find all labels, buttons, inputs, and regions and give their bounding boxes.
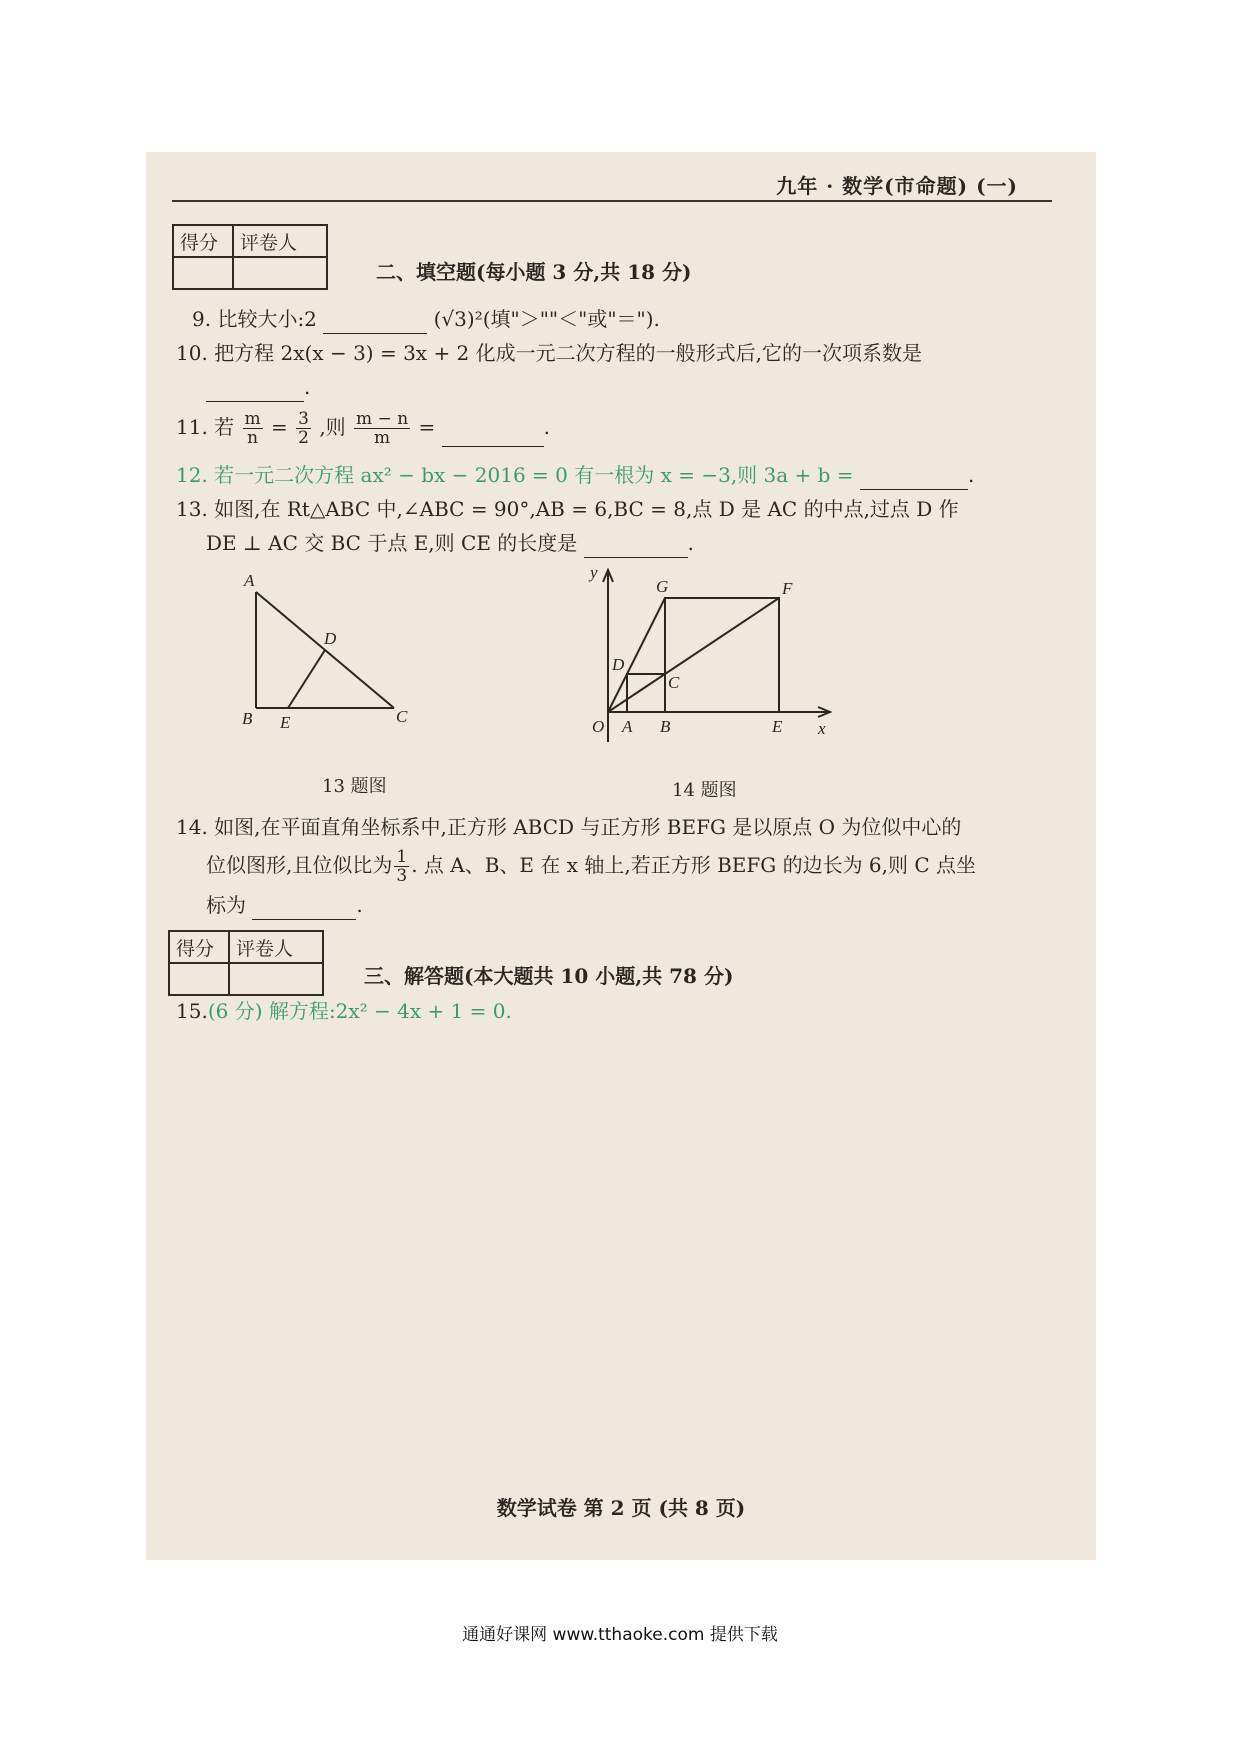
frac-den: n [247,428,259,448]
label-e: E [772,717,783,736]
grader-label: 评卷人 [229,931,323,963]
score-label: 得分 [169,931,229,963]
section-3-title: 三、解答题(本大题共 10 小题,共 78 分) [364,964,734,988]
frac-num: 1 [396,847,408,867]
q9-prefix: 9. 比较大小:2 [192,307,317,331]
figure-13-caption: 13 题图 [322,776,387,797]
grader-cell [229,963,323,995]
fraction-m-minus-n-over-m [354,410,410,447]
segment-de [288,650,325,708]
label-g: G [656,577,669,596]
grader-cell [233,257,327,289]
score-box-section3 [168,930,324,996]
page-footer: 数学试卷 第 2 页 (共 8 页) [496,1496,746,1520]
label-x: x [818,719,826,738]
question-12 [176,460,974,490]
q14-line2-post: . 点 A、B、E 在 x 轴上,若正方形 BEFG 的边长为 6,则 C 点坐 [411,853,977,877]
frac-num: m [244,409,261,429]
q11-eq1: = [271,415,288,439]
label-a: A [622,717,633,736]
question-10-line2 [206,372,310,402]
q10-blank [206,379,304,402]
frac-den: m [374,428,391,448]
page-header-title: 九年 · 数学(市命题) (一) [776,174,1018,198]
q10-end: . [304,375,311,399]
q10-line1: 10. 把方程 2x(x − 3) = 3x + 2 化成一元二次方程的一般形式后,它的一次项系数是 [176,341,922,365]
question-14-line3 [206,890,363,920]
q11-end: . [543,415,551,439]
q14-line2-pre: 位似图形,且位似比为 [206,853,393,877]
q12-end: . [967,463,975,487]
q15-number: 15. [176,999,208,1023]
score-cell [169,963,229,995]
label-y: y [590,563,598,582]
q9-blank [323,311,427,334]
label-d: D [612,655,625,674]
question-11 [176,410,550,447]
label-c: C [668,673,680,692]
source-watermark: 通通好课网 www.tthaoke.com 提供下载 [462,1625,778,1645]
score-cell [173,257,233,289]
fraction-1-over-3 [394,848,409,885]
frac-num: m − n [356,409,409,429]
question-13-line2 [206,528,694,558]
figure-14-caption: 14 题图 [672,780,737,801]
label-a: A [244,572,255,590]
q15-text: (6 分) 解方程:2x² − 4x + 1 = 0. [207,999,512,1023]
q14-end: . [356,893,363,917]
square-abcd [627,674,665,712]
q9-text: (√3)²(填"＞""＜"或"＝"). [433,307,660,331]
figure-13 [236,572,516,732]
label-o: O [592,717,605,736]
grader-label: 评卷人 [233,225,327,257]
square-befg [665,598,779,712]
q14-line1: 14. 如图,在平面直角坐标系中,正方形 ABCD 与正方形 BEFG 是以原点 O 为位似中心的 [176,815,962,839]
frac-num: 3 [298,409,309,429]
label-c: C [396,707,408,726]
q13-end: . [687,531,694,555]
q13-line2: DE ⊥ AC 交 BC 于点 E,则 CE 的长度是 [206,531,578,555]
label-b: B [242,709,253,728]
section-2-title: 二、填空题(每小题 3 分,共 18 分) [376,260,692,284]
q11-blank [442,424,544,447]
figure-14 [586,562,846,762]
q13-line1: 13. 如图,在 Rt△ABC 中,∠ABC = 90°,AB = 6,BC = 8,点 D 是 AC 的中点,过点 D 作 [176,497,959,521]
question-10 [176,338,922,368]
q11-prefix: 11. 若 [176,415,235,439]
frac-den: 3 [396,866,408,886]
label-d: D [324,629,337,648]
question-15 [176,996,512,1026]
q11-mid: ,则 [319,415,346,439]
q12-text: 12. 若一元二次方程 ax² − bx − 2016 = 0 有一根为 x = −3,则 3a + b = [176,463,854,487]
q14-line3: 标为 [206,893,246,917]
exam-paper [146,152,1096,1560]
label-f: F [782,579,793,598]
fraction-3-over-2 [296,410,311,447]
question-13 [176,494,959,524]
q11-eq2: = [418,415,436,439]
label-e: E [280,713,291,732]
question-14 [176,812,961,842]
score-box-section2 [172,224,328,290]
q14-blank [252,897,356,920]
label-b: B [660,717,671,736]
q12-blank [860,467,968,490]
frac-den: 2 [298,428,309,448]
line-o-f [608,598,779,712]
question-14-line2 [206,848,976,885]
question-9 [192,304,660,334]
fraction-m-over-n [243,410,263,447]
header-divider [172,200,1052,202]
score-label: 得分 [173,225,233,257]
q13-blank [584,535,688,558]
